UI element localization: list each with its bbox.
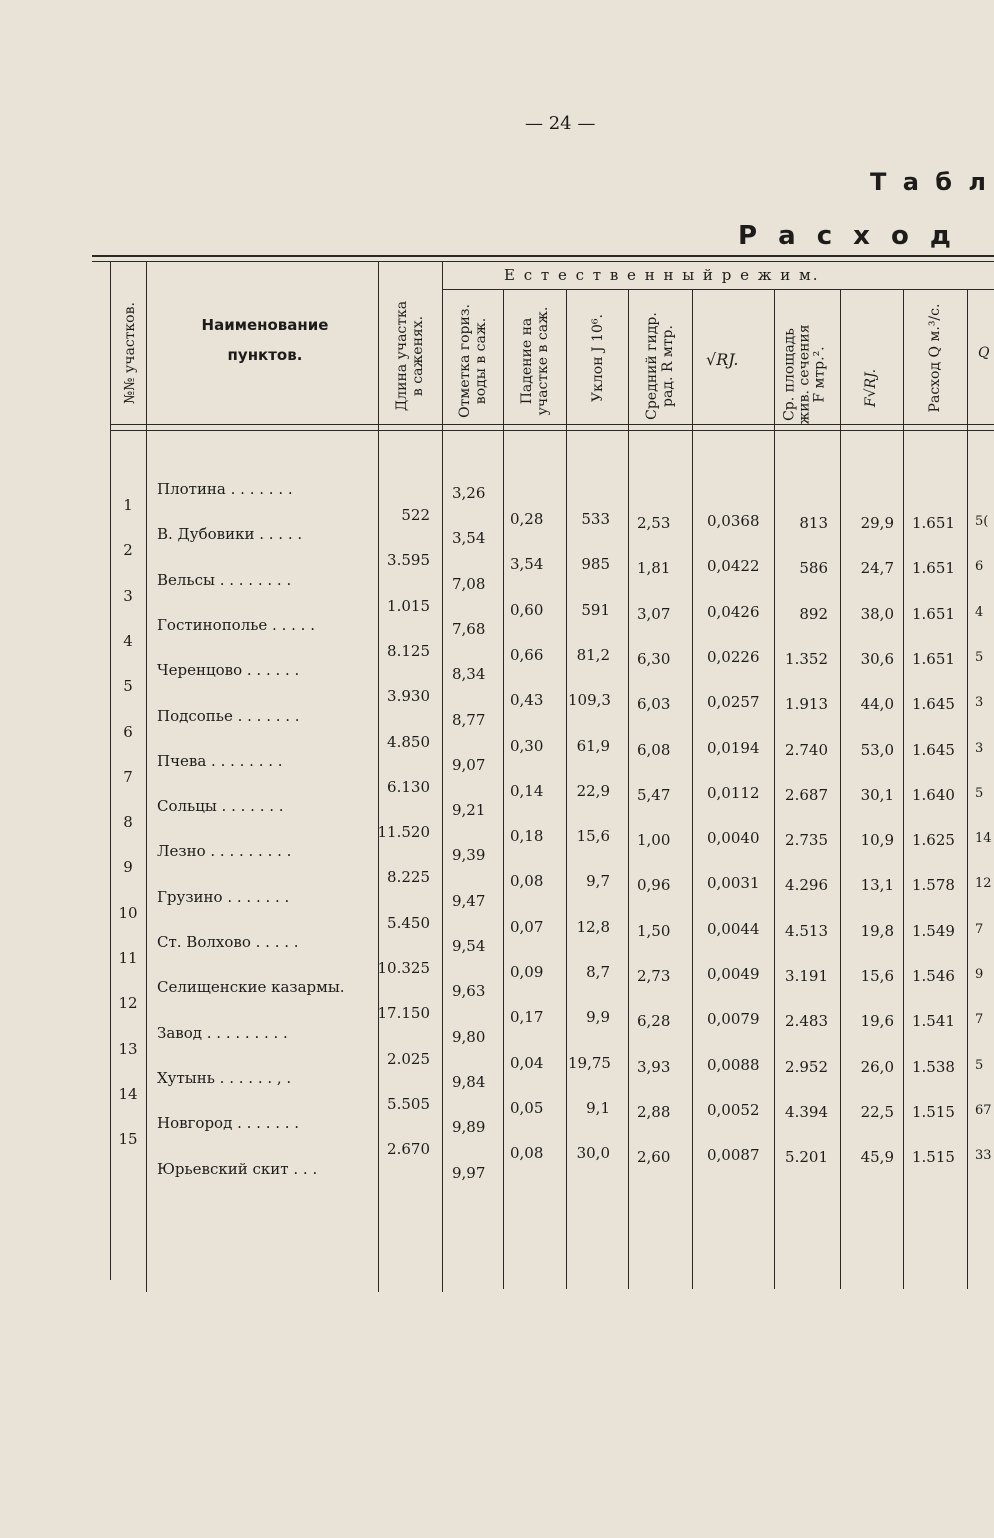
area-value: 813 (799, 514, 828, 532)
radius-value: 3,93 (637, 1057, 671, 1076)
radius-value: 2,53 (637, 514, 671, 532)
fall-value: 0,08 (510, 1144, 544, 1163)
length-value: 4.850 (387, 732, 430, 751)
slope-value: 19,75 (568, 1053, 611, 1072)
col-line (442, 262, 443, 1292)
fsqrt-value: 19,8 (860, 921, 894, 940)
sqrt-value: 0,0087 (707, 1146, 760, 1165)
header-area-line2: жив. сечения (796, 324, 813, 425)
row-number: 9 (123, 858, 133, 877)
area-value: 3.191 (785, 967, 828, 985)
fsqrt-value: 19,6 (860, 1012, 894, 1031)
header-slope: Уклон J 10⁶. (590, 314, 606, 402)
radius-value: 6,30 (637, 649, 671, 668)
qcut-value: 4 (975, 604, 984, 620)
radius-value: 6,03 (637, 695, 671, 714)
length-value: 1.015 (387, 596, 430, 615)
slope-value: 9,1 (586, 1098, 610, 1117)
water-mark: 9,80 (452, 1027, 486, 1046)
header-mark-line1: Отметка гориз. (457, 304, 473, 418)
radius-value: 2,73 (637, 967, 671, 985)
length-value: 6.130 (387, 777, 430, 796)
row-number: 11 (118, 949, 138, 967)
fsqrt-value: 30,1 (860, 785, 894, 804)
top-rule-inner (92, 261, 994, 262)
water-mark: 9,89 (452, 1118, 486, 1137)
fall-value: 0,04 (510, 1053, 544, 1072)
slope-value: 591 (581, 600, 610, 619)
radius-value: 3,07 (637, 604, 671, 623)
col-line (967, 289, 968, 1289)
q-value: 1.651 (912, 649, 955, 668)
row-number: 13 (118, 1039, 138, 1058)
point-name: Селищенские казармы. (157, 978, 345, 997)
header-fall-line2: участке в саж. (535, 306, 551, 416)
table-title: Р а с х о д (738, 221, 957, 251)
slope-value: 22,9 (576, 781, 610, 800)
sqrt-value: 0,0079 (707, 1010, 760, 1029)
header-radius-line2: рад. R мтр. (660, 325, 676, 407)
point-name: Вельсы . . . . . . . . (157, 570, 292, 589)
fsqrt-value: 45,9 (860, 1148, 894, 1167)
sqrt-value: 0,0368 (707, 512, 760, 530)
qcut-value: 12 (975, 876, 992, 892)
water-mark: 3,26 (452, 484, 486, 502)
col-line (146, 262, 147, 1292)
area-value: 1.352 (785, 649, 828, 668)
length-value: 5.505 (387, 1094, 430, 1113)
fsqrt-value: 29,9 (860, 514, 894, 532)
water-mark: 9,84 (452, 1072, 486, 1091)
slope-value: 81,2 (576, 645, 610, 664)
header-mark (457, 286, 489, 436)
length-value: 17.150 (377, 1004, 430, 1023)
slope-value: 533 (581, 510, 610, 528)
fsqrt-value: 30,6 (860, 649, 894, 668)
header-length (394, 281, 426, 431)
row-number: 14 (118, 1084, 138, 1103)
point-name: Ст. Волхово . . . . . (157, 933, 299, 951)
q-value: 1.541 (912, 1012, 955, 1031)
point-name: Плотина . . . . . . . (157, 480, 293, 498)
col-line (566, 289, 567, 1289)
qcut-value: 7 (975, 1012, 984, 1028)
fall-value: 0,09 (510, 963, 544, 981)
qcut-value: 5 (975, 785, 984, 801)
fsqrt-value: 13,1 (860, 876, 894, 895)
radius-value: 1,00 (637, 831, 671, 850)
fall-value: 0,05 (510, 1098, 544, 1117)
water-mark: 8,34 (452, 665, 486, 684)
header-name (160, 310, 370, 370)
length-value: 522 (401, 506, 430, 524)
area-value: 1.913 (785, 695, 828, 714)
length-value: 2.025 (387, 1049, 430, 1068)
area-value: 586 (799, 559, 828, 578)
fall-value: 0,14 (510, 781, 544, 800)
header-fsqrt: F√RJ. (863, 368, 879, 408)
sqrt-value: 0,0257 (707, 693, 760, 712)
point-name: Сольцы . . . . . . . (157, 797, 284, 816)
row-number: 12 (118, 994, 138, 1013)
point-name: Лезно . . . . . . . . . (157, 842, 292, 861)
col-line (692, 289, 693, 1289)
radius-value: 1,81 (637, 559, 671, 578)
q-value: 1.645 (912, 740, 955, 759)
row-number: 1 (123, 496, 133, 514)
row-number: 7 (123, 767, 133, 786)
slope-value: 30,0 (576, 1144, 610, 1163)
water-mark: 9,97 (452, 1163, 486, 1182)
q-value: 1.651 (912, 604, 955, 623)
q-value: 1.651 (912, 559, 955, 578)
fall-value: 0,18 (510, 827, 544, 846)
header-length-line1: Длина участка (394, 300, 410, 412)
water-mark: 7,68 (452, 619, 486, 638)
fall-value: 0,08 (510, 872, 544, 891)
fall-value: 3,54 (510, 555, 544, 574)
fsqrt-value: 53,0 (860, 740, 894, 759)
fsqrt-value: 22,5 (860, 1102, 894, 1121)
water-mark: 9,47 (452, 891, 486, 910)
area-value: 5.201 (785, 1148, 828, 1167)
header-rule (110, 424, 994, 425)
water-mark: 3,54 (452, 529, 486, 548)
fall-value: 0,60 (510, 600, 544, 619)
fsqrt-value: 44,0 (860, 695, 894, 714)
sqrt-value: 0,0194 (707, 738, 760, 757)
header-name-line1: Наименование (201, 316, 329, 334)
radius-value: 0,96 (637, 876, 671, 895)
point-name: Юрьевский скит . . . (157, 1159, 318, 1178)
q-value: 1.625 (912, 831, 955, 850)
qcut-value: 3 (975, 695, 984, 711)
radius-value: 5,47 (637, 785, 671, 804)
slope-value: 12,8 (576, 917, 610, 936)
row-number: 6 (123, 722, 133, 741)
q-value: 1.546 (912, 967, 955, 985)
header-rule-inner (110, 430, 994, 431)
fsqrt-value: 24,7 (860, 559, 894, 578)
qcut-value: 9 (975, 967, 984, 982)
fall-value: 0,43 (510, 691, 544, 710)
area-value: 2.952 (785, 1057, 828, 1076)
col-line (110, 262, 111, 1280)
q-value: 1.645 (912, 695, 955, 714)
qcut-value: 6 (975, 559, 984, 575)
point-name: Подсопье . . . . . . . (157, 706, 300, 725)
header-area-line1: Ср. площадь (781, 328, 798, 421)
qcut-value: 5 (975, 1057, 984, 1073)
qcut-value: 5 (975, 649, 984, 665)
length-value: 11.520 (377, 823, 430, 842)
water-mark: 9,07 (452, 755, 486, 774)
q-value: 1.538 (912, 1057, 955, 1076)
slope-value: 15,6 (576, 827, 610, 846)
sqrt-value: 0,0426 (707, 602, 760, 621)
water-mark: 9,39 (452, 846, 486, 865)
q-value: 1.640 (912, 785, 955, 804)
row-number: 10 (118, 903, 138, 922)
point-name: Черенцово . . . . . . (157, 661, 300, 680)
slope-value: 61,9 (576, 736, 610, 755)
col-line (503, 289, 504, 1289)
length-value: 3.930 (387, 687, 430, 706)
point-name: Грузино . . . . . . . (157, 887, 290, 906)
radius-value: 2,88 (637, 1102, 671, 1121)
sqrt-value: 0,0031 (707, 874, 760, 893)
table-heading: Т а б л (870, 168, 990, 196)
slope-value: 9,7 (586, 872, 610, 891)
group-header: Е с т е с т в е н н ы й р е ж и м. (504, 266, 820, 284)
q-value: 1.651 (912, 514, 955, 532)
area-value: 4.394 (785, 1102, 828, 1121)
length-value: 10.325 (377, 959, 430, 977)
sqrt-value: 0,0044 (707, 919, 760, 938)
header-length-line2: в саженях. (410, 315, 426, 397)
q-value: 1.515 (912, 1102, 955, 1121)
qcut-value: 5( (975, 514, 989, 529)
area-value: 2.735 (785, 831, 828, 850)
point-name: Гостинополье . . . . . (157, 615, 315, 634)
length-value: 2.670 (387, 1140, 430, 1159)
header-sqrt: √RJ. (706, 350, 739, 369)
sqrt-value: 0,0052 (707, 1100, 760, 1119)
slope-value: 8,7 (586, 963, 610, 981)
qcut-value: 14 (975, 831, 992, 847)
area-value: 4.513 (785, 921, 828, 940)
header-q-cut: Q (978, 345, 990, 361)
header-no: №№ участков. (122, 302, 138, 404)
area-value: 2.687 (785, 785, 828, 804)
header-mark-line2: воды в саж. (473, 317, 489, 405)
header-area-line3: F мтр.². (811, 346, 828, 403)
fall-value: 0,07 (510, 917, 544, 936)
point-name: В. Дубовики . . . . . (157, 525, 303, 544)
col-line (774, 289, 775, 1289)
sqrt-value: 0,0088 (707, 1055, 760, 1074)
water-mark: 9,54 (452, 937, 486, 955)
col-line (840, 289, 841, 1289)
header-radius (644, 291, 676, 441)
area-value: 4.296 (785, 876, 828, 895)
qcut-value: 3 (975, 740, 984, 756)
area-value: 2.483 (785, 1012, 828, 1031)
sqrt-value: 0,0422 (707, 557, 760, 576)
page-number: — 24 — (525, 113, 596, 134)
point-name: Новгород . . . . . . . (157, 1114, 300, 1133)
sqrt-value: 0,0049 (707, 965, 760, 983)
point-name: Пчева . . . . . . . . (157, 751, 283, 770)
point-name: Хутынь . . . . . . , . (157, 1068, 292, 1087)
water-mark: 8,77 (452, 710, 486, 729)
radius-value: 6,28 (637, 1012, 671, 1031)
fsqrt-value: 26,0 (860, 1057, 894, 1076)
q-value: 1.578 (912, 876, 955, 895)
radius-value: 6,08 (637, 740, 671, 759)
header-fall-line1: Падение на (519, 317, 535, 405)
area-value: 2.740 (785, 740, 828, 759)
row-number: 8 (123, 813, 133, 832)
qcut-value: 67 (975, 1102, 992, 1118)
length-value: 8.225 (387, 868, 430, 887)
water-mark: 9,63 (452, 982, 486, 1001)
fall-value: 0,66 (510, 645, 544, 664)
header-radius-line1: Средний гидр. (644, 312, 660, 420)
qcut-value: 7 (975, 921, 984, 937)
header-name-line2: пунктов. (227, 346, 303, 364)
fall-value: 0,28 (510, 510, 544, 528)
point-name: Завод . . . . . . . . . (157, 1023, 288, 1042)
qcut-value: 33 (975, 1148, 992, 1164)
length-value: 3.595 (387, 551, 430, 570)
fsqrt-value: 10,9 (860, 831, 894, 850)
slope-value: 9,9 (586, 1008, 610, 1027)
row-number: 4 (123, 631, 133, 650)
top-rule (92, 255, 994, 257)
area-value: 892 (799, 604, 828, 623)
header-area (783, 305, 828, 445)
fall-value: 0,17 (510, 1008, 544, 1027)
q-value: 1.515 (912, 1148, 955, 1167)
header-q: Расход Q м.³/с. (927, 303, 943, 413)
radius-value: 1,50 (637, 921, 671, 940)
radius-value: 2,60 (637, 1148, 671, 1167)
fall-value: 0,30 (510, 736, 544, 755)
fsqrt-value: 38,0 (860, 604, 894, 623)
col-line (903, 289, 904, 1289)
row-number: 15 (118, 1130, 138, 1149)
slope-value: 985 (581, 555, 610, 574)
q-value: 1.549 (912, 921, 955, 940)
slope-value: 109,3 (568, 691, 611, 710)
row-number: 5 (123, 677, 133, 696)
row-number: 2 (123, 541, 133, 560)
length-value: 5.450 (387, 913, 430, 932)
row-number: 3 (123, 586, 133, 605)
col-line (628, 289, 629, 1289)
length-value: 8.125 (387, 641, 430, 660)
fsqrt-value: 15,6 (860, 967, 894, 985)
sqrt-value: 0,0226 (707, 647, 760, 666)
sqrt-value: 0,0112 (707, 783, 760, 802)
sqrt-value: 0,0040 (707, 829, 760, 848)
header-fall (519, 286, 551, 436)
water-mark: 7,08 (452, 574, 486, 593)
water-mark: 9,21 (452, 801, 486, 820)
